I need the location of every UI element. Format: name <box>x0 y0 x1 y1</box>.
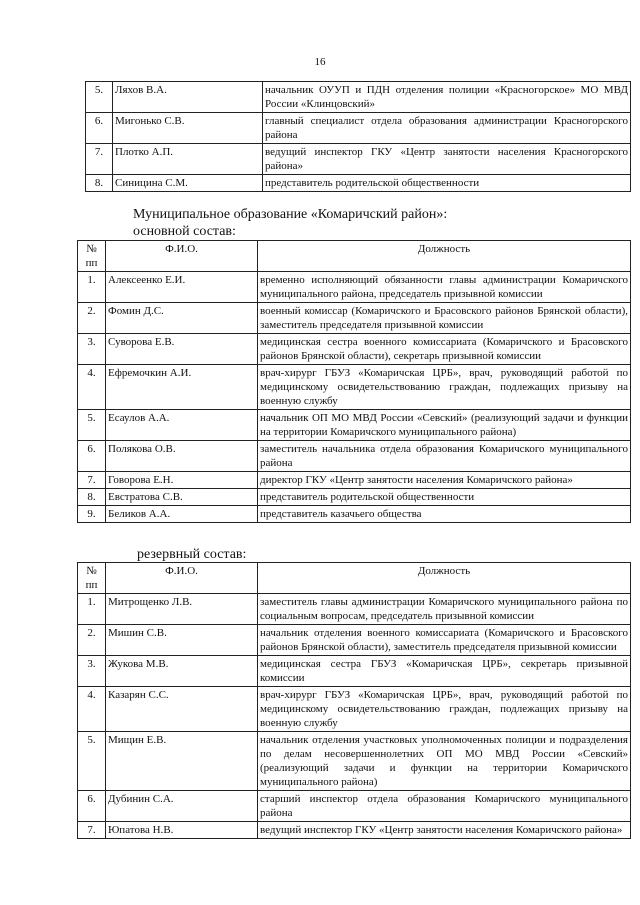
member-name: Ляхов В.А. <box>113 82 263 113</box>
table-row <box>78 303 631 334</box>
member-name: Юпатова Н.В. <box>106 822 258 839</box>
table-row <box>78 625 631 656</box>
row-number: 2. <box>78 303 106 334</box>
table-row <box>78 472 631 489</box>
table-header-row <box>78 563 631 594</box>
member-position: ведущий инспектор ГКУ «Центр занятости населения Красногорского района» <box>263 144 631 175</box>
row-number: 5. <box>86 82 113 113</box>
row-number: 6. <box>78 791 106 822</box>
row-number: 4. <box>78 687 106 732</box>
member-position: представитель родительской общественности <box>263 175 631 192</box>
section1-heading <box>133 206 447 240</box>
member-position: начальник ОП МО МВД России «Севский» (реализующий задачи и функции на территории Комаричского муниципального района) <box>258 410 631 441</box>
member-name: Полякова О.В. <box>106 441 258 472</box>
table-row <box>78 489 631 506</box>
header-position: Должность <box>258 241 631 272</box>
table-row <box>78 441 631 472</box>
member-name: Мигонько С.В. <box>113 113 263 144</box>
member-position: представитель казачьего общества <box>258 506 631 523</box>
member-name: Митрощенко Л.В. <box>106 594 258 625</box>
row-number: 7. <box>78 822 106 839</box>
section1-heading-subtitle: основной состав: <box>133 224 236 239</box>
header-name: Ф.И.О. <box>106 241 258 272</box>
row-number: 3. <box>78 656 106 687</box>
member-position: начальник ОУУП и ПДН отделения полиции «Красногорское» МО МВД России «Клинцовский» <box>263 82 631 113</box>
header-position: Должность <box>258 563 631 594</box>
header-name: Ф.И.О. <box>106 563 258 594</box>
member-position: заместитель начальника отдела образования Комаричского муниципального района <box>258 441 631 472</box>
row-number: 6. <box>78 441 106 472</box>
member-position: ведущий инспектор ГКУ «Центр занятости населения Комаричского района» <box>258 822 631 839</box>
member-name: Суворова Е.В. <box>106 334 258 365</box>
member-position: медицинская сестра ГБУЗ «Комаричская ЦРБ», секретарь призывной комиссии <box>258 656 631 687</box>
member-position: врач-хирург ГБУЗ «Комаричская ЦРБ», врач, руководящий работой по медицинскому освидетельствованию граждан, подлежащих призыву на военную службу <box>258 365 631 410</box>
member-name: Фомин Д.С. <box>106 303 258 334</box>
member-name: Синицина С.М. <box>113 175 263 192</box>
row-number: 6. <box>86 113 113 144</box>
header-num: № пп <box>78 563 106 594</box>
row-number: 5. <box>78 410 106 441</box>
member-position: военный комиссар (Комаричского и Брасовского районов Брянской области), заместитель председателя призывной комиссии <box>258 303 631 334</box>
table-row <box>78 506 631 523</box>
member-name: Жукова М.В. <box>106 656 258 687</box>
row-number: 8. <box>78 489 106 506</box>
table-row <box>86 113 631 144</box>
table-header-row <box>78 241 631 272</box>
member-name: Говорова Е.Н. <box>106 472 258 489</box>
member-name: Плотко А.П. <box>113 144 263 175</box>
member-name: Беликов А.А. <box>106 506 258 523</box>
table-row <box>78 272 631 303</box>
table-row <box>78 334 631 365</box>
row-number: 7. <box>78 472 106 489</box>
row-number: 8. <box>86 175 113 192</box>
row-number: 2. <box>78 625 106 656</box>
table-row <box>78 365 631 410</box>
member-name: Казарян С.С. <box>106 687 258 732</box>
row-number: 3. <box>78 334 106 365</box>
top-table <box>85 81 631 192</box>
member-name: Ефремочкин А.И. <box>106 365 258 410</box>
section2-heading: резервный состав: <box>137 547 247 562</box>
row-number: 5. <box>78 732 106 791</box>
table-row <box>78 732 631 791</box>
row-number: 1. <box>78 594 106 625</box>
page-number: 16 <box>314 56 326 68</box>
member-position: старший инспектор отдела образования Комаричского муниципального района <box>258 791 631 822</box>
table-row <box>78 410 631 441</box>
member-position: начальник отделения военного комиссариата (Комаричского и Брасовского районов Брянской области), заместитель председателя призывной комиссии <box>258 625 631 656</box>
row-number: 9. <box>78 506 106 523</box>
member-name: Есаулов А.А. <box>106 410 258 441</box>
member-position: главный специалист отдела образования администрации Красногорского района <box>263 113 631 144</box>
reserve-composition-table <box>77 562 631 839</box>
table-row <box>86 82 631 113</box>
member-position: заместитель главы администрации Комаричского муниципального района по социальным вопросам, председатель призывной комиссии <box>258 594 631 625</box>
section1-heading-title: Муниципальное образование «Комаричский район»: <box>133 207 448 222</box>
row-number: 1. <box>78 272 106 303</box>
member-name: Евстратова С.В. <box>106 489 258 506</box>
member-position: медицинская сестра военного комиссариата (Комаричского и Брасовского районов Брянской области), секретарь призывной комиссии <box>258 334 631 365</box>
table-row <box>78 822 631 839</box>
table-row <box>86 175 631 192</box>
member-name: Мищин Е.В. <box>106 732 258 791</box>
row-number: 4. <box>78 365 106 410</box>
member-position: временно исполняющий обязанности главы администрации Комаричского муниципального района, председатель призывной комиссии <box>258 272 631 303</box>
main-composition-table <box>77 240 631 523</box>
table-row <box>86 144 631 175</box>
member-name: Мишин С.В. <box>106 625 258 656</box>
table-row <box>78 594 631 625</box>
member-position: представитель родительской общественности <box>258 489 631 506</box>
row-number: 7. <box>86 144 113 175</box>
table-row <box>78 687 631 732</box>
table-row <box>78 791 631 822</box>
member-position: начальник отделения участковых уполномоченных полиции и подразделения по делам несовершеннолетних ОП МО МВД России «Севский» (реализующий задачи и функции на территории Комаричского муниципального района) <box>258 732 631 791</box>
member-name: Алексеенко Е.И. <box>106 272 258 303</box>
table-row <box>78 656 631 687</box>
member-position: врач-хирург ГБУЗ «Комаричская ЦРБ», врач, руководящий работой по медицинскому освидетельствованию граждан, подлежащих призыву на военную службу <box>258 687 631 732</box>
member-name: Дубинин С.А. <box>106 791 258 822</box>
member-position: директор ГКУ «Центр занятости населения Комаричского района» <box>258 472 631 489</box>
header-num: № пп <box>78 241 106 272</box>
